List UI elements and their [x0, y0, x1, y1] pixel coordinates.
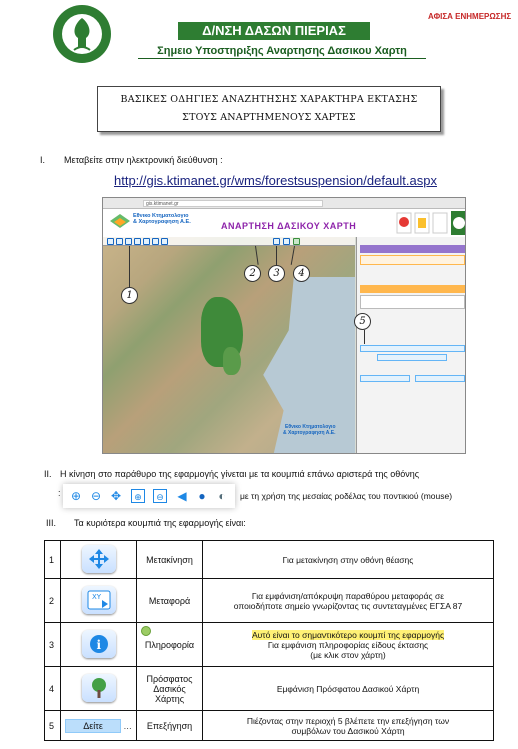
- section-3-number: III.: [46, 518, 57, 528]
- partner-logos: [395, 210, 466, 237]
- pan-icon[interactable]: [125, 238, 132, 245]
- important-highlight: Αυτό είναι το σημαντικότερο κουμπί της εφαρμογής: [251, 629, 445, 640]
- cadastre-brand: Εθνικο Κτηματολογιο & Χαρτογραφηση Α.Ε.: [133, 213, 191, 225]
- support-point-subtitle: Σημειο Υποστηριξης Αναρτησης Δασικου Χαρτη: [138, 45, 426, 59]
- button-description: Πιέζοντας στην περιοχή 5 βλέπετε την επεξήγηση των συμβόλων του Δασικού Χάρτη: [203, 711, 494, 741]
- goto-coordinates-icon: [82, 586, 116, 614]
- browser-bar: [103, 198, 466, 209]
- forest-service-logo: [52, 4, 112, 64]
- button-name: Μεταφορά: [137, 579, 203, 623]
- map-brand: Εθνικο Κτηματολογιο & Χαρτογραφηση Α.Ε.: [283, 424, 336, 436]
- table-row: 5 Δείτε … Επεξήγηση Πιέζοντας στην περιοχή 5 βλέπετε την επεξήγηση των συμβόλων του Δασικού Χάρτη: [45, 711, 494, 741]
- button-name: Πληροφορία: [137, 623, 203, 667]
- tree-icon: [82, 674, 116, 702]
- zoom-out-icon[interactable]: [116, 238, 123, 245]
- button-name: Πρόσφατος Δασικός Χάρτης: [137, 667, 203, 711]
- globe-icon[interactable]: ◐: [218, 489, 226, 503]
- section-2-after-text: με τη χρήση της μεσαίας ροδέλας του ποντικιού (mouse): [240, 491, 453, 501]
- zoom-full-icon[interactable]: [143, 238, 150, 245]
- row-number: 5: [45, 711, 61, 741]
- zoom-box-icon[interactable]: [134, 238, 141, 245]
- buttons-table: [44, 540, 494, 741]
- back-icon[interactable]: [152, 238, 159, 245]
- section-2-number: II.: [44, 469, 52, 479]
- panel-button[interactable]: [377, 354, 447, 361]
- info-icon[interactable]: [283, 238, 290, 245]
- measure-icon[interactable]: [161, 238, 168, 245]
- button-name: Επεξήγηση: [137, 711, 203, 741]
- cadastre-logo-icon: [109, 212, 131, 232]
- button-description: Αυτό είναι το σημαντικότερο κουμπί της εφαρμογής Για εμφάνιση πληροφορίας είδους έκτασης (με κλικ στον χάρτη): [203, 623, 494, 667]
- forest-map-url-link[interactable]: http://gis.ktimanet.gr/wms/forestsuspension/default.aspx: [114, 173, 437, 188]
- panel-tabs[interactable]: [360, 255, 465, 265]
- map-view[interactable]: [103, 237, 355, 454]
- zoom-box-out-icon[interactable]: ⊖: [153, 489, 167, 503]
- section-2-colon: :: [58, 488, 61, 498]
- pan-icon: [82, 545, 116, 573]
- user-icon[interactable]: ●: [198, 489, 206, 503]
- table-row: [45, 667, 494, 711]
- goto-coordinates-icon[interactable]: [273, 238, 280, 245]
- panel-section-bar: [360, 285, 465, 293]
- svg-text:XY: XY: [91, 592, 101, 601]
- callout-5: 5: [354, 313, 371, 330]
- table-row: [45, 541, 494, 579]
- zoom-in-icon[interactable]: [107, 238, 114, 245]
- button-description: Εμφάνιση Πρόσφατου Δασικού Χάρτη: [203, 667, 494, 711]
- section-1-text: Μεταβείτε στην ηλεκτρονική διεύθυνση :: [64, 155, 223, 165]
- previous-extent-icon[interactable]: ◀: [177, 489, 187, 503]
- forest-area: [223, 347, 241, 375]
- table-row: [45, 623, 494, 667]
- application-screenshot: [102, 197, 466, 454]
- panel-button[interactable]: [415, 375, 465, 382]
- guide-title-line1: ΒΑΣΙΚΕΣ ΟΔΗΓΙΕΣ ΑΝΑΖΗΤΗΣΗΣ ΧΑΡΑΚΤΗΡΑ ΕΚΤΑΣΗΣ: [120, 94, 418, 105]
- forest-map-icon[interactable]: [293, 238, 300, 245]
- app-title: ΑΝΑΡΤΗΣΗ ΔΑΣΙΚΟΥ ΧΑΡΤΗ: [221, 221, 357, 231]
- see-legend-button: Δείτε: [65, 719, 121, 733]
- row-number: 1: [45, 541, 61, 579]
- row-number: 3: [45, 623, 61, 667]
- panel-header: [360, 245, 465, 253]
- callout-leader: [276, 246, 277, 265]
- callout-leader: [129, 246, 130, 287]
- guide-title-line2: ΣΤΟΥΣ ΑΝΑΡΤΗΜΕΝΟΥΣ ΧΑΡΤΕΣ: [182, 112, 356, 123]
- pan-icon[interactable]: ✥: [110, 489, 122, 503]
- callout-1: 1: [121, 287, 138, 304]
- map-toolbar: [103, 237, 355, 246]
- panel-input[interactable]: [360, 295, 465, 309]
- row-number: 2: [45, 579, 61, 623]
- section-1-number: I.: [40, 155, 46, 165]
- department-title: Δ/ΝΣΗ ΔΑΣΩΝ ΠΙΕΡΙΑΣ: [178, 22, 370, 40]
- callout-leader: [364, 330, 365, 344]
- callout-4: 4: [293, 265, 310, 282]
- zoom-box-in-icon[interactable]: ⊕: [131, 489, 145, 503]
- section-3-text: Τα κυριότερα κουμπιά της εφαρμογής είναι:: [74, 518, 246, 528]
- zoom-in-icon[interactable]: ⊕: [70, 489, 82, 503]
- poster-tag: ΑΦΙΣΑ ΕΝΗΜΕΡΩΣΗΣ: [428, 12, 512, 21]
- button-description: Για μετακίνηση στην οθόνη θέασης: [203, 541, 494, 579]
- callout-3: 3: [268, 265, 285, 282]
- side-panel: [356, 237, 466, 454]
- legend-button[interactable]: [360, 345, 465, 352]
- button-description: Για εμφάνιση/απόκρυψη παραθύρου μεταφοράς σε οποιοδήποτε σημείο γνωρίζοντας τις συντεταγμένες ΕΓΣΑ 87: [203, 579, 494, 623]
- guide-title-box: [97, 86, 441, 132]
- table-row: [45, 579, 494, 623]
- browser-address: gis.ktimanet.gr: [143, 200, 323, 207]
- zoom-out-icon[interactable]: ⊖: [90, 489, 102, 503]
- navigation-toolbar-strip: [63, 484, 235, 508]
- section-2-text: Η κίνηση στο παράθυρο της εφαρμογής γίνεται με τα κουμπιά επάνω αριστερά της οθόνης: [60, 469, 420, 479]
- callout-2: 2: [244, 265, 261, 282]
- panel-button[interactable]: [360, 375, 410, 382]
- button-name: Μετακίνηση: [137, 541, 203, 579]
- info-icon: [82, 630, 116, 658]
- svg-text:i: i: [96, 637, 101, 652]
- row-number: 4: [45, 667, 61, 711]
